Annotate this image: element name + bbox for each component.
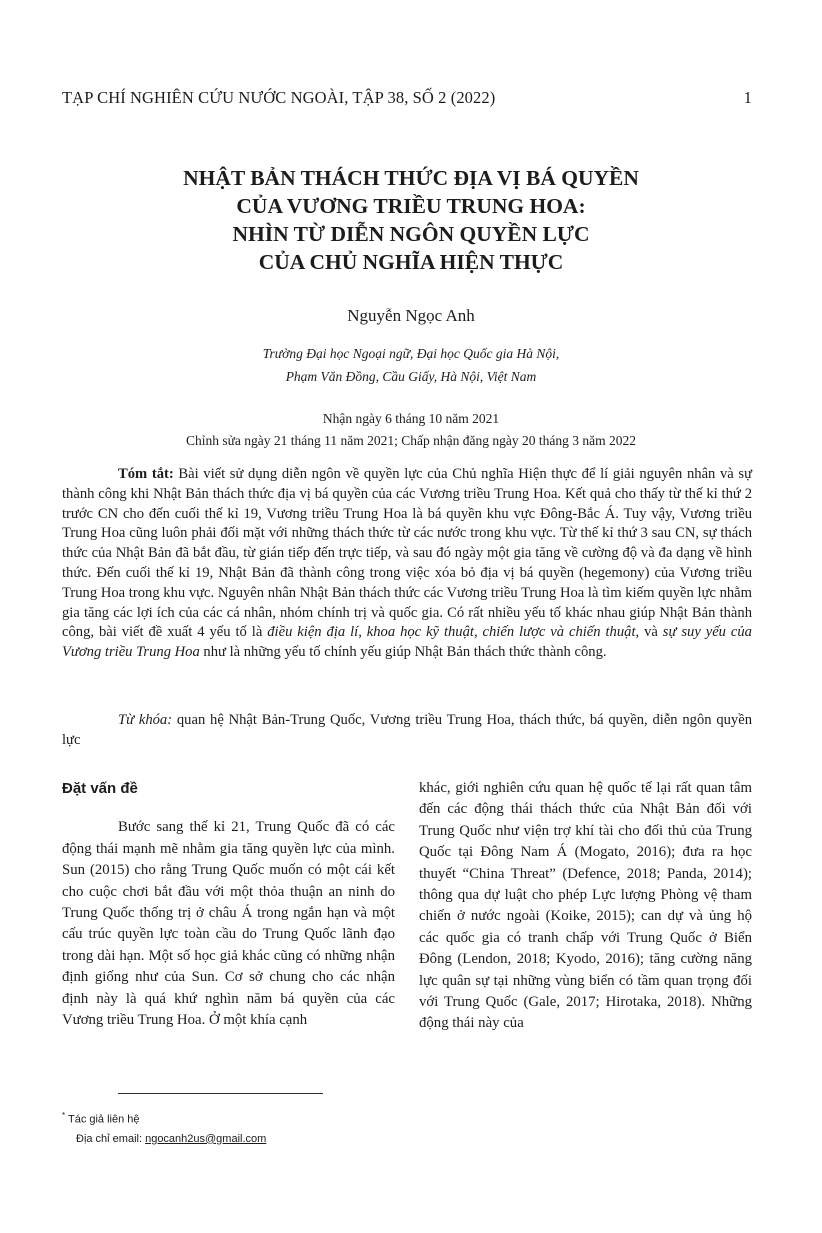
affiliation [60, 342, 762, 388]
left-column [62, 778, 395, 1031]
journal-title: TẠP CHÍ NGHIÊN CỨU NƯỚC NGOÀI, TẬP 38, SỐ 2 (2022) [62, 88, 496, 107]
footnote-divider [118, 1093, 323, 1094]
received-date: Nhận ngày 6 tháng 10 năm 2021 [322, 411, 500, 426]
keywords-text: quan hệ Nhật Bản-Trung Quốc, Vương triều Trung Hoa, thách thức, bá quyền, diễn ngôn quyền lực [62, 712, 753, 748]
right-column [419, 778, 752, 1035]
title-line: NHÌN TỪ DIỄN NGÔN QUYỀN LỰC [232, 222, 590, 246]
keywords [62, 710, 752, 750]
footnote-marker: * [62, 1111, 66, 1120]
abstract-text: như là những yếu tố chính yếu giúp Nhật Bản thách thức thành công. [199, 644, 607, 661]
title-line: NHẬT BẢN THÁCH THỨC ĐỊA VỊ BÁ QUYỀN [183, 166, 639, 190]
title-line: CỦA VƯƠNG TRIỀU TRUNG HOA: [236, 194, 586, 218]
author-name: Nguyễn Ngọc Anh [347, 306, 475, 325]
article-title [60, 164, 762, 276]
affiliation-line: Trường Đại học Ngoại ngữ, Đại học Quốc gia Hà Nội, [262, 346, 560, 361]
abstract-text: Bài viết sử dụng diễn ngôn về quyền lực của Chủ nghĩa Hiện thực để lí giải nguyên nhân và sự thành công khi Nhật Bản thách thức địa vị bá quyền của các Vương triều Trung Hoa. Kết quả cho thấy từ thế kỉ thứ 2 trước CN cho đến cuối thế kỉ 19, Vương triều Trung Hoa là bá quyền khu vực Đông-Bắc Á. Tuy vậy, Vương triều Trung Hoa cũng luôn phải đối mặt với những thách thức từ các nước trong khu vực. Từ thế kỉ thứ 3 sau CN, sự thách thức của Nhật Bản đã bắt đầu, từ gián tiếp đến trực tiếp, và sau đó ngày một gia tăng về cường độ và đa dạng về hình thức. Đến cuối thế kỉ 19, Nhật Bản đã thành công trong việc xóa bỏ địa vị bá quyền (hegemony) của Vương triều Trung Hoa trong khu vực. Nguyên nhân Nhật Bản thách thức các Vương triều Trung Hoa là tìm kiếm quyền lực nhằm gia tăng các lợi ích của các cá nhân, nhóm chính trị và quốc gia. Có rất nhiều yếu tố khác nhau giúp Nhật Bản thành công, bài viết đề xuất 4 yếu tố là [62, 466, 752, 641]
abstract-text: , và [635, 624, 663, 641]
abstract-label: Tóm tắt: [118, 466, 174, 482]
keywords-label: Từ khóa: [118, 712, 173, 728]
body-paragraph: khác, giới nghiên cứu quan hệ quốc tế lại rất quan tâm đến các động thái thách thức của Nhật Bản đối với Trung Quốc như viện trợ khí tài cho đối thủ của Trung Quốc tại Đông Nam Á (Mogato, 2016); đưa ra học thuyết “China Threat” (Defence, 2018; Panda, 2014); thông qua dự luật cho phép Lực lượng Phòng vệ tham chiến ở nước ngoài (Koike, 2015); can dự và ủng hộ các quốc gia có tranh chấp với Trung Quốc ở Biển Đông (Lendon, 2018; Kyodo, 2016); tăng cường năng lực quân sự tại những vùng biển có tầm quan trọng đối với Trung Quốc (Gale, 2017; Hirotaka, 2018). Những động thái này của [419, 780, 752, 1032]
revised-accepted-date: Chỉnh sửa ngày 21 tháng 11 năm 2021; Chấp nhận đăng ngày 20 tháng 3 năm 2022 [185, 433, 636, 448]
page-number: 1 [743, 88, 752, 107]
abstract-italic: sự suy yếu của Vương triều Trung Hoa [62, 624, 752, 661]
section-heading: Đặt vấn đề [62, 780, 138, 797]
footnote-email-line [62, 1130, 562, 1149]
abstract-italic: điều kiện địa lí, khoa học kỹ thuật, chiến lược và chiến thuật [267, 624, 636, 641]
email-link[interactable]: ngocanh2us@gmail.com [145, 1132, 267, 1145]
title-line: CỦA CHỦ NGHĨA HIỆN THỰC [258, 250, 564, 274]
body-paragraph: Bước sang thế kỉ 21, Trung Quốc đã có các động thái mạnh mẽ nhằm gia tăng quyền lực của mình. Sun (2015) cho rằng Trung Quốc muốn có một cái kết cho cuộc chơi bắt đầu với một thỏa thuận an ninh do Trung Quốc thống trị ở châu Á trong ngắn hạn và một cấu trúc quyền lực toàn cầu do Trung Quốc lãnh đạo trong dài hạn. Một số học giả khác cũng có những nhận định giống như của Sun. Cơ sở chung cho các nhận định này là quá khứ nghìn năm bá quyền của các Vương triều Trung Hoa. Ở một khía cạnh [62, 819, 395, 1029]
footnote-text: Tác giả liên hệ [65, 1113, 140, 1126]
footnote [62, 1106, 562, 1149]
affiliation-line: Phạm Văn Đồng, Cầu Giấy, Hà Nội, Việt Nam [285, 369, 537, 384]
footnote-corresponding [62, 1106, 562, 1130]
article-dates [60, 408, 762, 452]
email-label: Địa chỉ email: [76, 1132, 146, 1145]
abstract [62, 465, 752, 663]
